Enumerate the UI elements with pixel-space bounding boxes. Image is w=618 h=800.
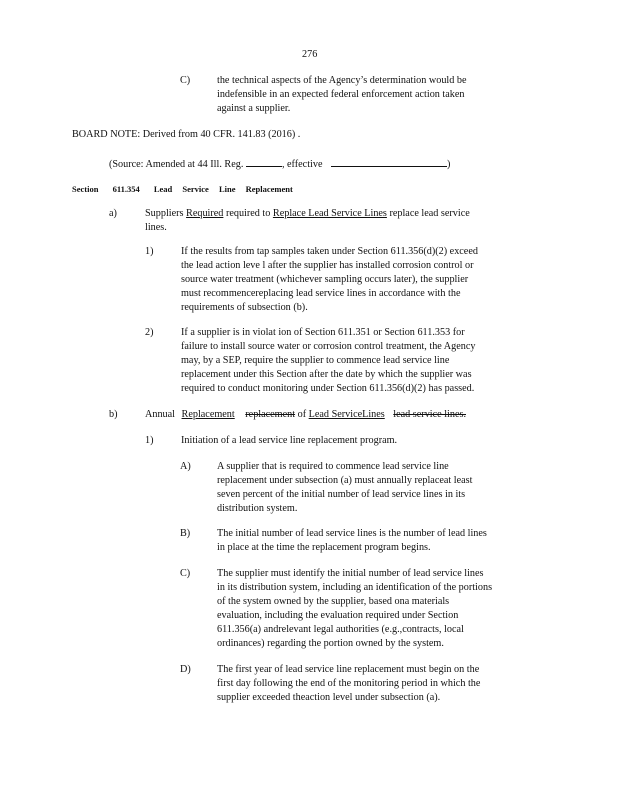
item-label: D) — [180, 664, 191, 675]
text-line: seven percent of the initial number of lead service lines in its — [217, 489, 466, 500]
item-label: C) — [180, 568, 191, 579]
text-line: may, by a SEP, require the supplier to commence lead service line — [181, 355, 450, 366]
item-bC-text — [217, 567, 547, 651]
source-line — [109, 155, 450, 172]
text-span: replace lead service — [389, 208, 470, 219]
item-label: a) — [109, 208, 117, 219]
blank-effective-date — [331, 155, 447, 167]
item-label: C) — [180, 75, 191, 86]
item-label: 1) — [145, 246, 154, 257]
item-a2-text — [181, 326, 526, 396]
text-line: failure to install source water or corrosion control treatment, the Agency — [181, 341, 476, 352]
item-a1-text — [181, 245, 526, 315]
item-label: 2) — [145, 327, 154, 338]
inserted-text: Lead ServiceLines — [308, 409, 385, 420]
source-suffix: ) — [447, 159, 451, 170]
inserted-text: Replace Lead Service Lines — [272, 208, 387, 219]
section-heading — [72, 182, 293, 196]
section-label: Section — [72, 184, 99, 194]
board-note: BOARD NOTE: Derived from 40 CFR. 141.83 (2016) . — [72, 129, 301, 140]
text-line: replacement under subsection (a) must annually replaceat least — [217, 475, 473, 486]
text-line: in place at the time the replacement program begins. — [217, 542, 431, 553]
text-line: the technical aspects of the Agency’s determination would be — [217, 75, 467, 86]
text-line: of the system owned by the supplier, based ona materials — [217, 596, 450, 607]
section-title: Lead Service Line Replacement — [153, 184, 293, 194]
text-line: lines. — [145, 222, 167, 233]
item-a-text — [145, 207, 525, 235]
text-line: evaluation, including the evaluation required under Section — [217, 610, 459, 621]
text-line: in its distribution system, including an identification of the portions — [217, 582, 493, 593]
item-bD-text — [217, 663, 542, 705]
item-b-text — [145, 408, 466, 422]
item-label: A) — [180, 461, 191, 472]
source-prefix: (Source: Amended at 44 Ill. Reg. — [109, 159, 244, 170]
text-span: of — [297, 409, 307, 420]
text-line: the lead action leve l after the supplier has installed corrosion control or — [181, 260, 474, 271]
text-line: If a supplier is in violat ion of Section 611.351 or Section 611.353 for — [181, 327, 465, 338]
text-line: A supplier that is required to commence lead service line — [217, 461, 449, 472]
text-line: requirements of subsection (b). — [181, 302, 308, 313]
text-line: The first year of lead service line replacement must begin on the — [217, 664, 480, 675]
text-line: must recommencereplacing lead service lines in accordance with the — [181, 288, 461, 299]
text-span: Annual — [145, 409, 175, 420]
text-line: The initial number of lead service lines is the number of lead lines — [217, 528, 487, 539]
text-span: required to — [225, 208, 271, 219]
text-line: If the results from tap samples taken under Section 611.356(d)(2) exceed — [181, 246, 478, 257]
text-line: distribution system. — [217, 503, 298, 514]
text-line: first day following the end of the monitoring period in which the — [217, 678, 481, 689]
inserted-text: Required — [186, 208, 224, 219]
inserted-text: Replacement — [181, 409, 235, 420]
text-line: source water treatment (whichever sampling occurs later), the supplier — [181, 274, 469, 285]
item-bA-text — [217, 460, 527, 516]
blank-register — [246, 155, 282, 167]
text-line: ordinances) regarding the portion owned by the system. — [217, 638, 444, 649]
deleted-text: replacement — [245, 409, 296, 420]
item-label: B) — [180, 528, 191, 539]
text-line: required to conduct monitoring under Section 611.356(d)(2) has passed. — [181, 383, 475, 394]
item-bB-text — [217, 527, 537, 555]
section-number: 611.354 — [112, 184, 140, 194]
item-label: 1) — [145, 435, 154, 446]
item-label: b) — [109, 409, 118, 420]
text-line: The supplier must identify the initial number of lead service lines — [217, 568, 484, 579]
source-mid: , effective — [281, 159, 323, 170]
text-line: 611.356(a) andrelevant legal authorities (e.g.,contracts, local — [217, 624, 464, 635]
deleted-text: lead service lines. — [393, 409, 466, 420]
text-line: against a supplier. — [217, 103, 291, 114]
item-c-top-text — [217, 74, 517, 116]
text-line: indefensible in an expected federal enforcement action taken — [217, 89, 465, 100]
text-line: replacement under this Section after the date by which the supplier was — [181, 369, 472, 380]
item-b1-text: Initiation of a lead service line replacement program. — [181, 435, 398, 446]
text-span: Suppliers — [145, 208, 184, 219]
page-number: 276 — [302, 49, 318, 60]
text-line: supplier exceeded theaction level under subsection (a). — [217, 692, 441, 703]
